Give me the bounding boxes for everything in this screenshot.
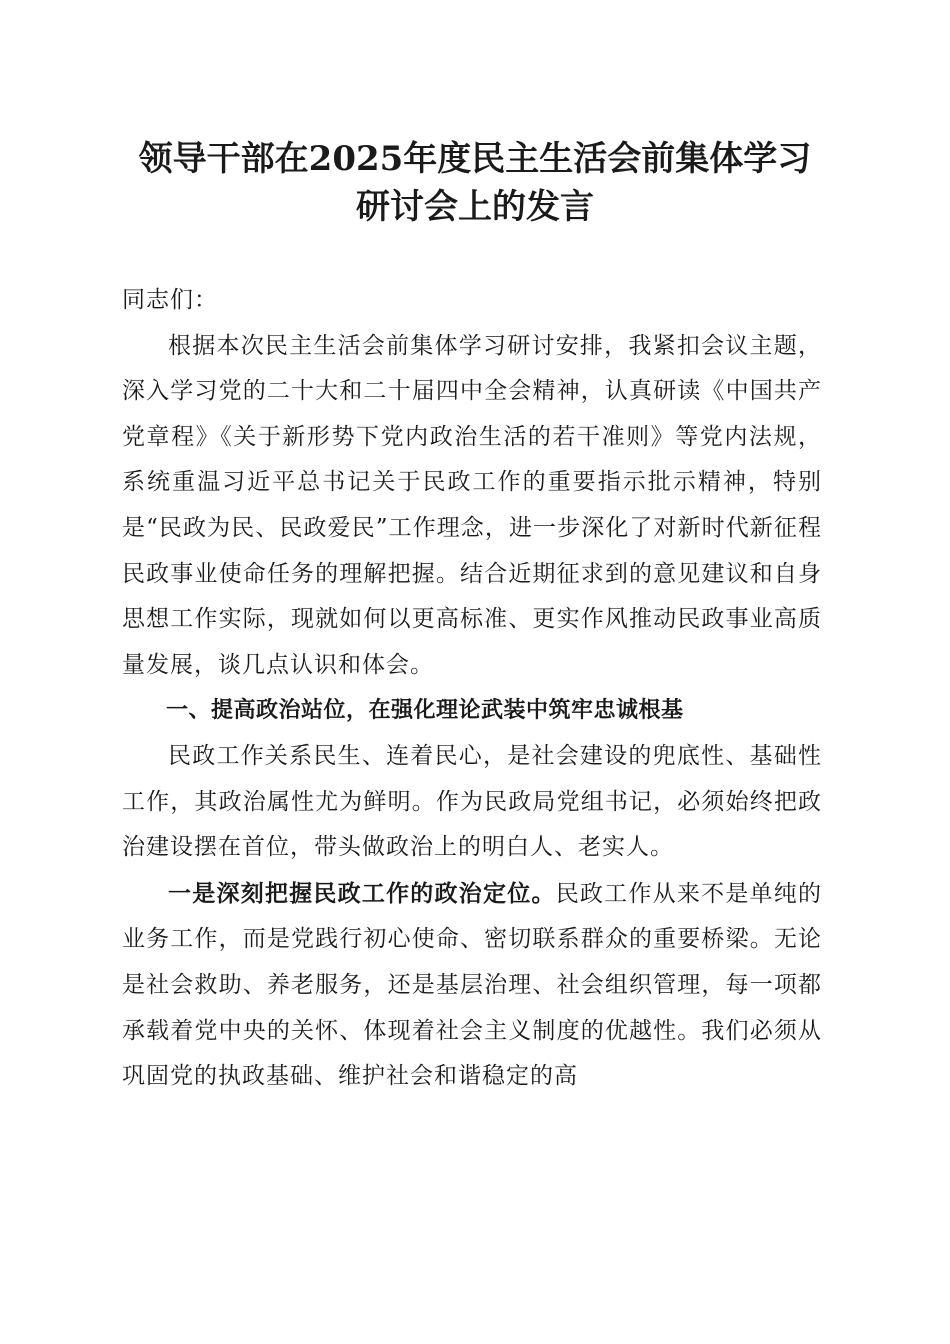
paragraph-intro: 根据本次民主生活会前集体学习研讨安排，我紧扣会议主题，深入学习党的二十大和二十届四中全会精神，认真研读《中国共产党章程》《关于新形势下党内政治生活的若干准则》等党内法规，系统重温习近平总书记关于民政工作的重要指示批示精神，特别是“民政为民、民政爱民”工作理念，进一步深化了对新时代新征程民政事业使命任务的理解把握。结合近期征求到的意见建议和自身思想工作实际，现就如何以更高标准、更实作风推动民政事业高质量发展，谈几点认识和体会。 — [122, 332, 822, 678]
document-body — [122, 278, 822, 1100]
section-heading-1: 一、提高政治站位，在强化理论武装中筑牢忠诚根基 — [166, 698, 684, 724]
salutation: 同志们： — [122, 287, 218, 313]
point-lead-sentence: 一是深刻把握民政工作的政治定位。 — [168, 879, 556, 907]
document-title-line-2: 研讨会上的发言 — [356, 187, 594, 227]
paragraph-section-1: 民政工作关系民生、连着民心，是社会建设的兜底性、基础性工作，其政治属性尤为鲜明。作为民政局党组书记，必须始终把政治建设摆在首位，带头做政治上的明白人、老实人。 — [122, 742, 822, 861]
paragraph-point-1 — [122, 871, 822, 1100]
point-body-text: 民政工作从来不是单纯的业务工作，而是党践行初心使命、密切联系群众的重要桥梁。无论是社会救助、养老服务，还是基层治理、社会组织管理，每一项都承载着党中央的关怀、体现着社会主义制度的优越性。我们必须从巩固党的执政基础、维护社会和谐稳定的高 — [122, 880, 823, 1090]
document-title-line-1: 领导干部在2025年度民主生活会前集体学习 — [138, 139, 812, 179]
